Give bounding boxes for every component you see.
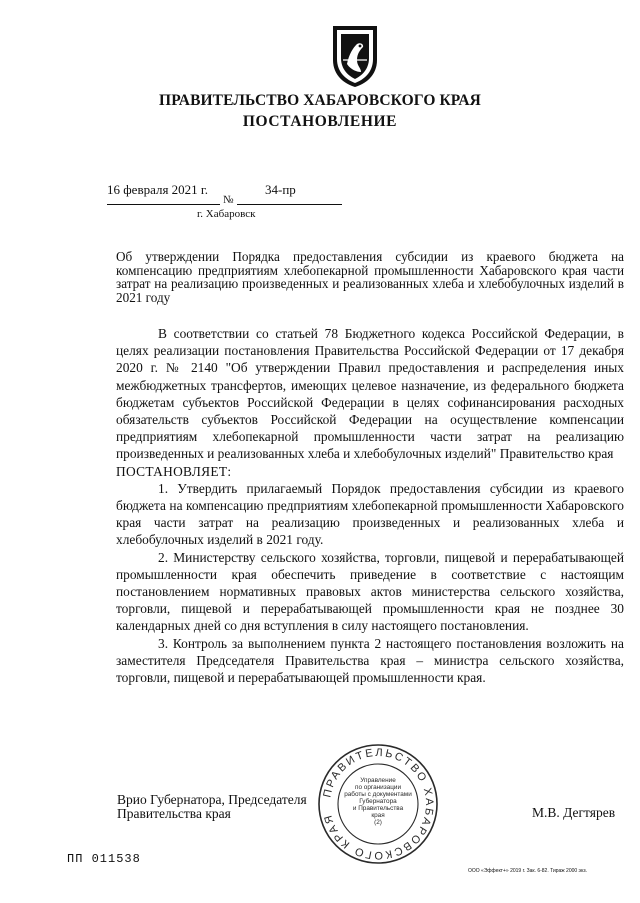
- coat-of-arms-emblem: [327, 24, 383, 88]
- stamp-line: края: [371, 812, 385, 819]
- item-paragraph-2: 2. Министерству сельского хозяйства, торговли, пищевой и перерабатывающей промышленности края обеспечить приведение в соответствие с настоящим постановлением нормативных правовых актов министерства сельского хозяйства, торговли, пищевой и перерабатывающей промышленности края не позднее 30 календарных дней со дня вступления в силу настоящего постановления.: [116, 549, 624, 634]
- number-underline: [237, 204, 342, 205]
- printer-imprint: ООО «Эффект+» 2019 г. Зак. 6-82. Тираж 2000 экз.: [468, 868, 588, 874]
- preamble-paragraph: В соответствии со статьей 78 Бюджетного кодекса Российской Федерации, в целях реализации постановления Правительства Российской Федерации от 17 декабря 2020 г. № 2140 "Об утверждении Правил предоставления и распределения иных межбюджетных трансфертов, имеющих целевое назначение, из федерального бюджета бюджетам субъектов Российской Федерации в целях софинансирования расходных обязательств субъектов Российской Федерации на осуществление компенсации предприятиям хлебопекарной промышленности части затрат на реализацию произведенных и реализованных хлеба и хлебобулочных изделий" Правительство края: [116, 326, 624, 462]
- government-title: ПРАВИТЕЛЬСТВО ХАБАРОВСКОГО КРАЯ: [159, 92, 481, 109]
- series-number: 011538: [91, 852, 141, 866]
- signer-position: [117, 793, 307, 821]
- number-sign: №: [223, 194, 234, 206]
- stamp-line: Губернатора: [359, 798, 397, 805]
- city: г. Хабаровск: [197, 208, 256, 220]
- form-series: [67, 852, 141, 866]
- stamp-ring-text: ПРАВИТЕЛЬСТВО ХАБАРОВСКОГО КРАЯ: [321, 746, 436, 862]
- document-type: ПОСТАНОВЛЕНИЕ: [242, 113, 398, 130]
- date-underline: [107, 204, 220, 205]
- document-number: 34-пр: [265, 182, 296, 197]
- document-date: 16 февраля 2021 г.: [107, 182, 209, 197]
- stamp-line: Управление: [360, 777, 396, 784]
- stamp-line: работы с документами: [344, 791, 412, 798]
- signer-position-line-2: Правительства края: [117, 806, 231, 821]
- stamp-line: (2): [374, 819, 382, 826]
- resolves-heading: ПОСТАНОВЛЯЕТ:: [116, 463, 232, 479]
- signer-position-line-1: Врио Губернатора, Председателя: [117, 792, 307, 807]
- stamp-line: по организации: [354, 784, 402, 791]
- document-body: [116, 325, 624, 686]
- signer-name: М.В. Дегтярев: [532, 805, 616, 820]
- document-subject: Об утверждении Порядка предоставления субсидии из краевого бюджета на компенсацию предприятиям хлебопекарной промышленности Хабаровского края части затрат на реализацию произведенных и реализованных хлеба и хлебобулочных изделий в 2021 году: [116, 249, 624, 305]
- item-paragraph-3: 3. Контроль за выполнением пункта 2 настоящего постановления возложить на заместителя Председателя Правительства края – министра сельского хозяйства, торговли, пищевой и перерабатывающей промышленности края.: [116, 635, 624, 686]
- item-paragraph-1: 1. Утвердить прилагаемый Порядок предоставления субсидии из краевого бюджета на компенсацию предприятиям хлебопекарной промышленности Хабаровского края части затрат на реализацию произведенных и реализованных хлеба и хлебобулочных изделий в 2021 году.: [116, 480, 624, 548]
- series-prefix: ПП: [67, 852, 84, 866]
- official-stamp: [316, 742, 440, 866]
- stamp-line: и Правительства: [352, 805, 404, 812]
